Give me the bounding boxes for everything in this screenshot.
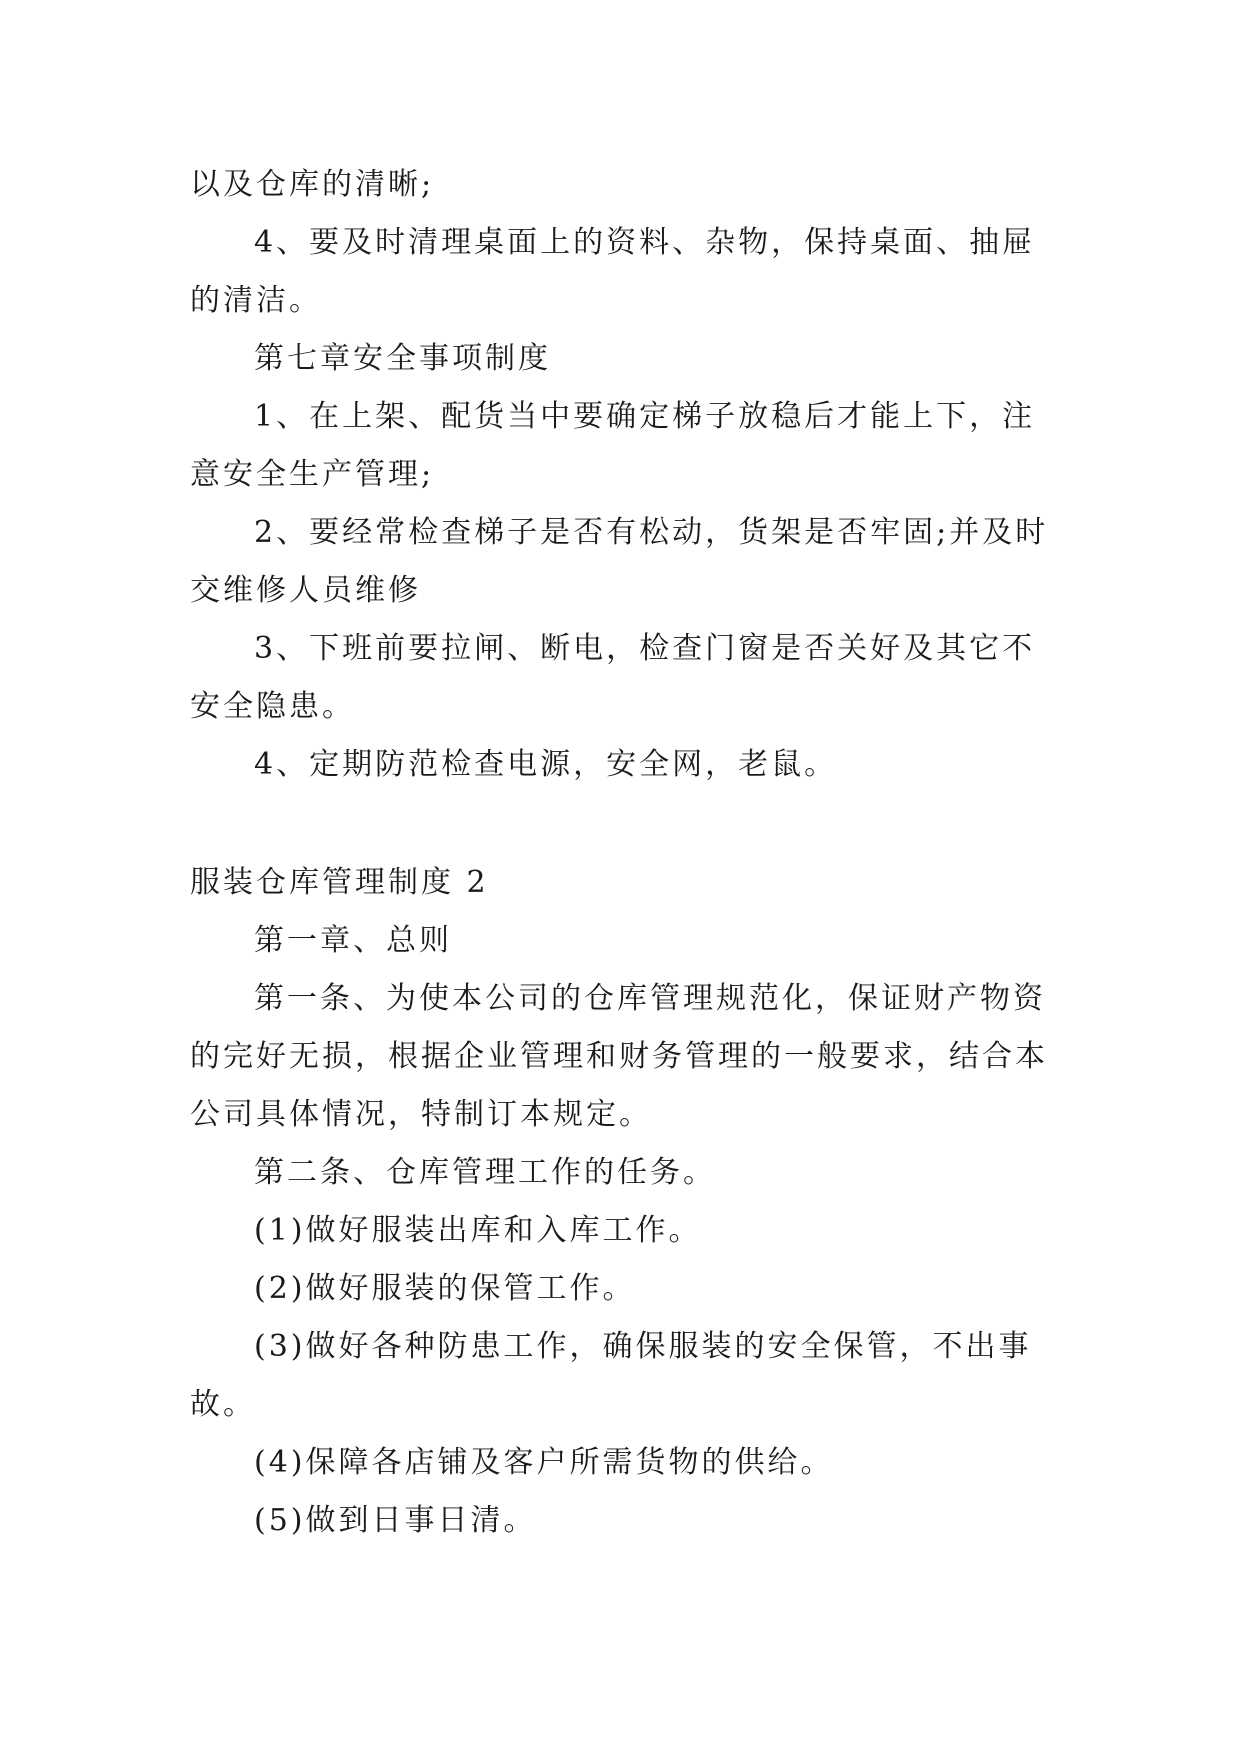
text-line: 2、要经常检查梯子是否有松动，货架是否牢固;并及时 [254, 515, 1049, 550]
section-heading: 第七章安全事项制度 [254, 341, 551, 376]
text-line: 以及仓库的清晰; [190, 167, 435, 202]
text-line: 3、下班前要拉闸、断电，检查门窗是否关好及其它不 [254, 631, 1036, 666]
list-item: (2)做好服装的保管工作。 [254, 1271, 636, 1306]
text-line: 第一条、为使本公司的仓库管理规范化，保证财产物资 [254, 981, 1046, 1016]
list-item: (1)做好服装出库和入库工作。 [254, 1213, 702, 1248]
text-line: 安全隐患。 [190, 689, 355, 724]
section-heading: 第一章、总则 [254, 923, 452, 958]
document-title: 服装仓库管理制度 2 [190, 865, 489, 900]
list-item: (3)做好各种防患工作，确保服装的安全保管，不出事 [254, 1329, 1032, 1364]
text-line: 故。 [190, 1387, 256, 1422]
list-item: (4)保障各店铺及客户所需货物的供给。 [254, 1445, 834, 1480]
list-item: (5)做到日事日清。 [254, 1503, 537, 1538]
text-line: 4、要及时清理桌面上的资料、杂物，保持桌面、抽屉 [254, 225, 1036, 260]
text-line: 的完好无损，根据企业管理和财务管理的一般要求，结合本 [190, 1039, 1048, 1074]
text-line: 公司具体情况，特制订本规定。 [190, 1097, 652, 1132]
text-line: 第二条、仓库管理工作的任务。 [254, 1155, 716, 1190]
text-line: 交维修人员维修 [190, 573, 421, 608]
text-line: 1、在上架、配货当中要确定梯子放稳后才能上下，注 [254, 399, 1036, 434]
text-line: 4、定期防范检查电源，安全网，老鼠。 [254, 747, 838, 782]
text-line: 意安全生产管理; [190, 457, 435, 492]
text-line: 的清洁。 [190, 283, 322, 318]
